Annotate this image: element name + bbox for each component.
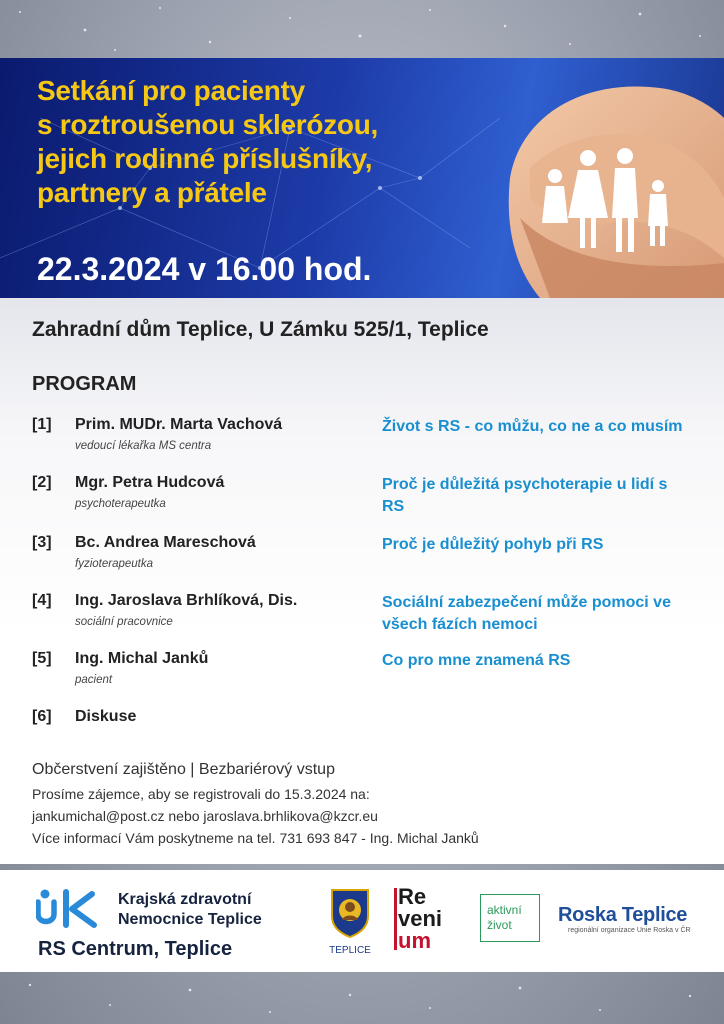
speaker-name: Mgr. Petra Hudcová bbox=[75, 474, 225, 491]
speaker-role: pacient bbox=[75, 674, 113, 686]
speaker-role: sociální pracovnice bbox=[75, 616, 173, 628]
teplice-label: TEPLICE bbox=[329, 945, 371, 956]
refreshment-accessibility-note: Občerstvení zajištěno | Bezbariérový vstup bbox=[32, 761, 335, 778]
speaker-role: vedoucí lékařka MS centra bbox=[75, 440, 212, 452]
program-item-number: [5] bbox=[32, 650, 52, 667]
program-item-number: [3] bbox=[32, 534, 52, 551]
kzn-logo-icon bbox=[36, 888, 108, 928]
reveni-line2: veni bbox=[398, 906, 443, 931]
speaker-role: fyzioterapeutka bbox=[75, 558, 153, 570]
venue-address: Zahradní dům Teplice, U Zámku 525/1, Teplice bbox=[32, 318, 489, 341]
event-title: Setkání pro pacienty s roztroušenou sklerózou, jejich rodinné příslušníky, partnery a přátele bbox=[37, 75, 378, 208]
aktivni-zivot-label: aktivní život bbox=[487, 903, 522, 932]
talk-topic: Co pro mne znamená RS bbox=[382, 652, 571, 669]
speaker-name: Diskuse bbox=[75, 708, 137, 725]
header-banner bbox=[0, 58, 724, 298]
program-item-number: [6] bbox=[32, 708, 52, 725]
talk-topic: Život s RS - co můžu, co ne a co musím bbox=[382, 418, 683, 435]
reveni-line1: Re bbox=[398, 884, 427, 909]
talk-topic: Sociální zabezpečení může pomoci ve všech fázích nemoci bbox=[382, 594, 671, 633]
hands-family-icon bbox=[500, 58, 724, 298]
aktivni-zivot-logo bbox=[480, 894, 540, 942]
footer-logos bbox=[0, 870, 724, 972]
registration-emails: jankumichal@post.cz nebo jaroslava.brhlikova@kzcr.eu bbox=[32, 808, 378, 824]
talk-topic: Proč je důležitý pohyb při RS bbox=[382, 536, 604, 553]
teplice-crest bbox=[322, 888, 378, 956]
content-panel bbox=[0, 298, 724, 864]
speaker-name: Prim. MUDr. Marta Vachová bbox=[75, 416, 283, 433]
reveni-logo bbox=[398, 886, 442, 952]
registration-note: Prosíme zájemce, aby se registrovali do 15.3.2024 na: bbox=[32, 786, 370, 802]
roska-subtitle: regionální organizace Unie Roska v ČR bbox=[568, 927, 691, 934]
speaker-name: Ing. Michal Janků bbox=[75, 650, 209, 667]
program-item-number: [4] bbox=[32, 592, 52, 609]
speaker-name: Ing. Jaroslava Brhlíková, Dis. bbox=[75, 592, 298, 609]
roska-title: Roska Teplice bbox=[558, 904, 688, 926]
event-date: 22.3.2024 v 16.00 hod. bbox=[37, 251, 372, 287]
program-heading: PROGRAM bbox=[32, 373, 137, 395]
reveni-bar bbox=[394, 888, 397, 950]
program-item-number: [1] bbox=[32, 416, 52, 433]
kzn-name: Krajská zdravotní Nemocnice Teplice bbox=[118, 891, 262, 928]
rs-centrum-label: RS Centrum, Teplice bbox=[38, 938, 233, 960]
teplice-crest-icon bbox=[330, 888, 370, 938]
program-item-number: [2] bbox=[32, 474, 52, 491]
speaker-name: Bc. Andrea Mareschová bbox=[75, 534, 256, 551]
reveni-line3: um bbox=[398, 928, 431, 953]
talk-topic: Proč je důležitá psychoterapie u lidí s RS bbox=[382, 476, 668, 515]
contact-phone: Více informací Vám poskytneme na tel. 731 693 847 - Ing. Michal Janků bbox=[32, 830, 479, 846]
speaker-role: psychoterapeutka bbox=[75, 498, 166, 510]
